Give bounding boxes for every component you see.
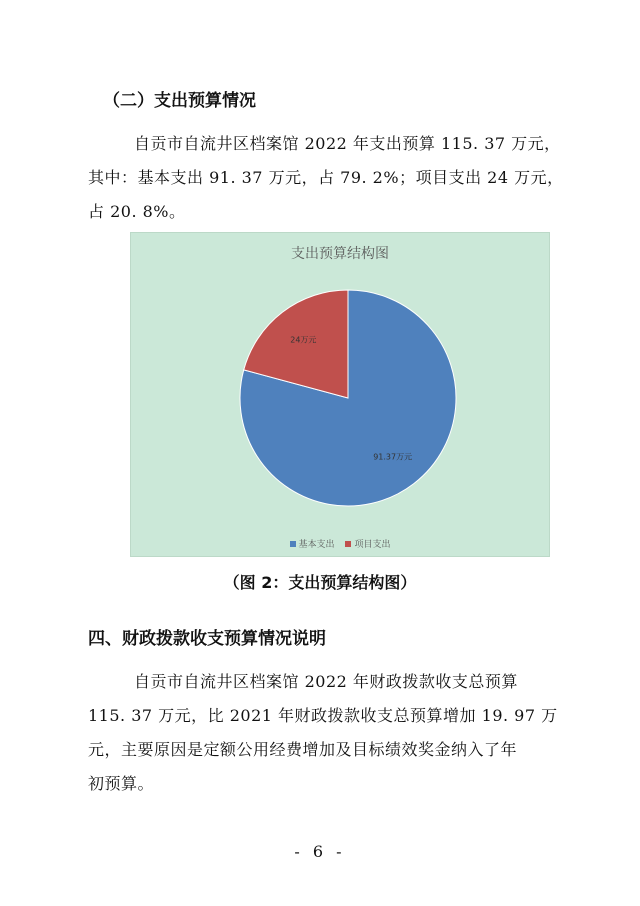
legend-label: 项目支出 bbox=[354, 540, 391, 550]
paragraph-line: 自贡市自流井区档案馆 2022 年支出预算 115. 37 万元， bbox=[134, 134, 561, 153]
paragraph-line: 占 20. 8%。 bbox=[88, 202, 186, 221]
page-number: - 6 - bbox=[294, 842, 346, 861]
legend-label: 基本支出 bbox=[298, 540, 335, 550]
pie-chart-svg bbox=[131, 233, 551, 558]
paragraph-line: 初预算。 bbox=[88, 774, 155, 793]
chart-title: 支出预算结构图 bbox=[291, 246, 389, 262]
legend-item-project bbox=[345, 537, 390, 550]
data-label-project: 24万元 bbox=[290, 335, 317, 345]
legend-swatch-basic bbox=[290, 541, 296, 547]
chart-legend bbox=[131, 537, 549, 550]
paragraph-line: 元，主要原因是定额公用经费增加及目标绩效奖金纳入了年 bbox=[88, 740, 518, 759]
data-label-basic: 91.37万元 bbox=[373, 452, 413, 462]
section-heading-fiscal: 四、财政拨款收支预算情况说明 bbox=[88, 629, 326, 649]
legend-item-basic bbox=[290, 537, 335, 550]
paragraph-line: 自贡市自流井区档案馆 2022 年财政拨款收支总预算 bbox=[134, 672, 518, 691]
paragraph-line: 115. 37 万元，比 2021 年财政拨款收支总预算增加 19. 97 万 bbox=[88, 706, 558, 725]
figure-caption: （图 2：支出预算结构图） bbox=[223, 573, 417, 592]
paragraph-line: 其中：基本支出 91. 37 万元，占 79. 2%；项目支出 24 万元， bbox=[88, 168, 564, 187]
expenditure-pie-chart bbox=[130, 232, 550, 557]
fiscal-paragraph bbox=[88, 665, 568, 801]
section-heading-expenditure: （二）支出预算情况 bbox=[103, 91, 256, 111]
legend-swatch-project bbox=[345, 541, 351, 547]
expenditure-paragraph bbox=[88, 127, 568, 229]
